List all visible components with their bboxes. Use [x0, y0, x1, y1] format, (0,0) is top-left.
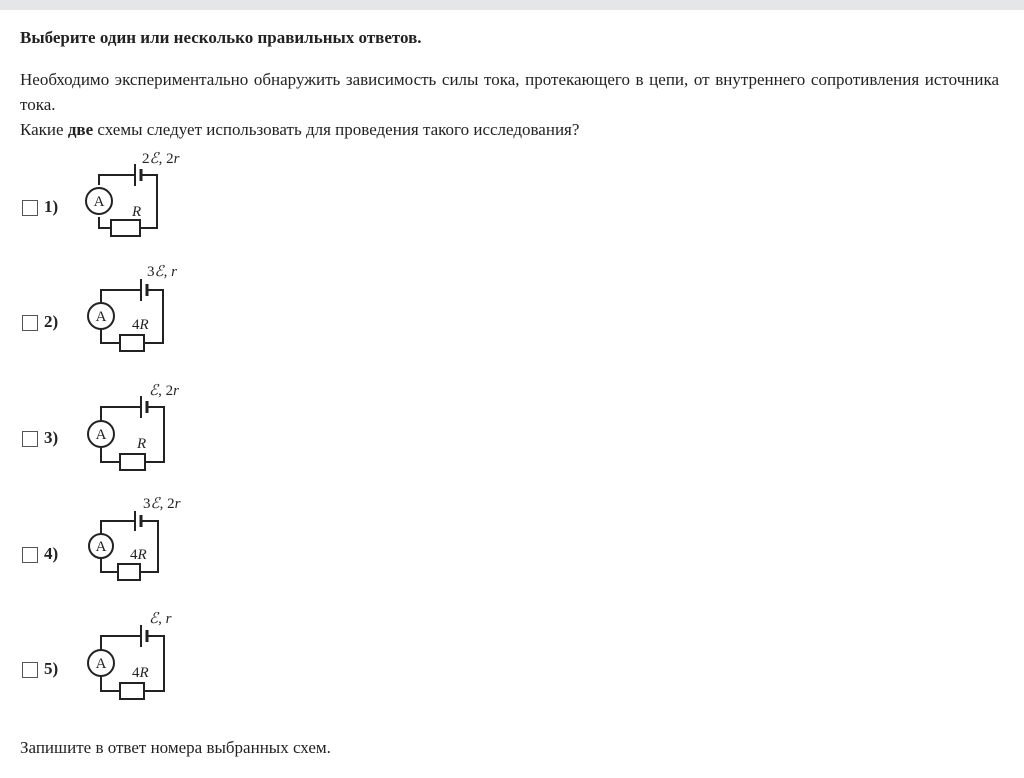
- option-3: [20, 376, 210, 476]
- option-3-number: 3): [44, 428, 59, 447]
- resistor-label-3: R: [137, 436, 147, 452]
- source-label-2: 3ℰ, r: [147, 264, 177, 280]
- option-2: [20, 260, 210, 360]
- instruction-text: Выберите один или несколько правильных ответов.: [20, 28, 422, 47]
- circuit-diagram-3: [64, 376, 204, 476]
- option-1-number: 1): [44, 197, 59, 216]
- question-text: [20, 67, 999, 142]
- resistor-label-2: 4R: [132, 317, 149, 333]
- task-content: [20, 26, 999, 142]
- ammeter-label-1: A: [93, 194, 105, 210]
- option-1: [20, 145, 210, 245]
- ammeter-label-2: A: [95, 309, 107, 325]
- option-5-checkbox[interactable]: [22, 662, 38, 678]
- ammeter-label-5: A: [95, 656, 107, 672]
- top-bar: [0, 0, 1024, 10]
- option-3-checkbox[interactable]: [22, 431, 38, 447]
- circuit-diagram-1: [64, 145, 204, 245]
- option-1-checkbox[interactable]: [22, 200, 38, 216]
- option-2-checkbox[interactable]: [22, 315, 38, 331]
- resistor-label-1: R: [132, 204, 142, 220]
- circuit-diagram-2: [64, 260, 204, 360]
- option-4: [20, 492, 210, 592]
- question-line2-suffix: схемы следует использовать для проведения такого исследования?: [93, 120, 580, 139]
- question-line1: Необходимо экспериментально обнаружить зависимость силы тока, протекающего в цепи, от внутреннего сопротивления источника тока.: [20, 70, 999, 114]
- question-line2-prefix: Какие: [20, 120, 68, 139]
- source-label-4: 3ℰ, 2r: [143, 496, 181, 512]
- resistor-label-4: 4R: [130, 547, 147, 563]
- resistor-label-5: 4R: [132, 665, 149, 681]
- option-2-number: 2): [44, 312, 59, 331]
- option-4-number: 4): [44, 544, 59, 563]
- ammeter-label-3: A: [95, 427, 107, 443]
- answer-prompt: Запишите в ответ номера выбранных схем.: [20, 738, 331, 757]
- ammeter-label-4: A: [95, 539, 107, 555]
- source-label-3: ℰ, 2r: [149, 383, 179, 399]
- option-5: [20, 607, 210, 707]
- option-4-checkbox[interactable]: [22, 547, 38, 563]
- question-line2-bold: две: [67, 120, 94, 139]
- option-5-number: 5): [44, 659, 59, 678]
- source-label-1: 2ℰ, 2r: [142, 151, 180, 167]
- circuit-diagram-4: [64, 492, 204, 592]
- circuit-diagram-5: [64, 607, 204, 707]
- source-label-5: ℰ, r: [149, 611, 172, 627]
